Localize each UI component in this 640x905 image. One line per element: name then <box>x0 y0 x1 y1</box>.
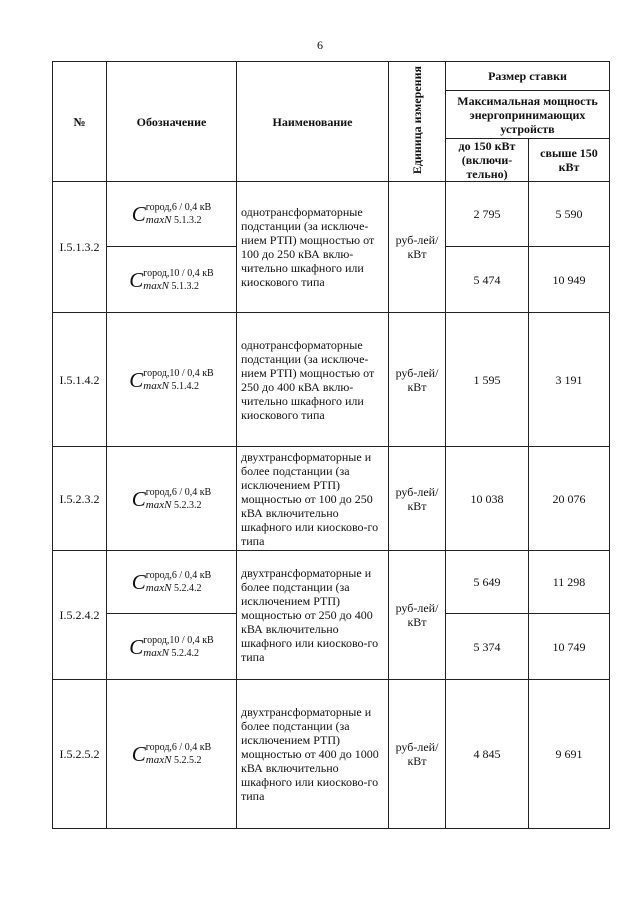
value-over-150: 5 590 <box>529 182 610 247</box>
name-cell: двухтрансформаторные и более подстанции (за исключением РТП) мощностью от 250 до 400 кВА включительно шкафного или киосково-го типа <box>237 551 389 680</box>
designation-cell <box>107 447 237 551</box>
value-upto-150: 5 374 <box>446 614 529 680</box>
row-number: I.5.2.5.2 <box>53 680 107 829</box>
header-unit-text: Единица измерения <box>410 65 424 175</box>
value-over-150: 20 076 <box>529 447 610 551</box>
unit-cell: руб-лей/кВт <box>389 182 446 313</box>
table-row <box>53 447 610 551</box>
header-over-150: свыше 150 кВт <box>529 139 610 182</box>
header-number: № <box>53 62 107 182</box>
row-number: I.5.1.4.2 <box>53 313 107 447</box>
symbol: C город,6 / 0,4 кВ maxN 5.2.5.2 <box>131 742 212 766</box>
table-row <box>53 313 610 447</box>
row-number: I.5.2.3.2 <box>53 447 107 551</box>
value-over-150: 9 691 <box>529 680 610 829</box>
row-number: I.5.1.3.2 <box>53 182 107 313</box>
unit-cell: руб-лей/кВт <box>389 447 446 551</box>
symbol: C город,10 / 0,4 кВ maxN 5.1.3.2 <box>129 267 214 292</box>
name-cell: двухтрансформаторные и более подстанции (за исключением РТП) мощностью от 100 до 250 кВА включительно шкафного или киосково-го типа <box>237 447 389 551</box>
table-row <box>53 680 610 829</box>
symbol: C город,6 / 0,4 кВ maxN 5.1.3.2 <box>131 202 212 226</box>
designation-cell <box>107 247 237 313</box>
table-row <box>53 182 610 247</box>
table-body <box>53 182 610 829</box>
header-upto-150: до 150 кВт (включи-тельно) <box>446 139 529 182</box>
row-number: I.5.2.4.2 <box>53 551 107 680</box>
table-row <box>53 551 610 614</box>
symbol: C город,10 / 0,4 кВ maxN 5.2.4.2 <box>129 634 214 659</box>
tariff-table <box>52 61 610 829</box>
table-header <box>53 62 610 182</box>
name-cell: однотрансформаторные подстанции (за исключе-нием РТП) мощностью от 100 до 250 кВА вклю-чительно шкафного или киоскового типа <box>237 182 389 313</box>
unit-cell: руб-лей/кВт <box>389 551 446 680</box>
value-upto-150: 1 595 <box>446 313 529 447</box>
unit-cell: руб-лей/кВт <box>389 680 446 829</box>
symbol: C город,10 / 0,4 кВ maxN 5.1.4.2 <box>129 367 214 392</box>
unit-cell: руб-лей/кВт <box>389 313 446 447</box>
header-max-power: Максимальная мощность энергопринимающих устройств <box>446 91 610 139</box>
header-rate-size: Размер ставки <box>446 62 610 91</box>
designation-cell <box>107 614 237 680</box>
value-upto-150: 10 038 <box>446 447 529 551</box>
designation-cell <box>107 680 237 829</box>
name-cell: однотрансформаторные подстанции (за исключе-нием РТП) мощностью от 250 до 400 кВА вклю-чительно шкафного или киоскового типа <box>237 313 389 447</box>
designation-cell <box>107 182 237 247</box>
value-over-150: 10 749 <box>529 614 610 680</box>
value-over-150: 11 298 <box>529 551 610 614</box>
page-number: 6 <box>317 38 323 52</box>
designation-cell <box>107 313 237 447</box>
value-upto-150: 5 649 <box>446 551 529 614</box>
symbol: C город,6 / 0,4 кВ maxN 5.2.3.2 <box>131 486 212 511</box>
header-unit <box>389 62 446 182</box>
designation-cell <box>107 551 237 614</box>
value-upto-150: 4 845 <box>446 680 529 829</box>
value-over-150: 10 949 <box>529 247 610 313</box>
value-upto-150: 2 795 <box>446 182 529 247</box>
header-name: Наименование <box>237 62 389 182</box>
symbol: C город,6 / 0,4 кВ maxN 5.2.4.2 <box>131 570 212 594</box>
value-upto-150: 5 474 <box>446 247 529 313</box>
header-designation: Обозначение <box>107 62 237 182</box>
value-over-150: 3 191 <box>529 313 610 447</box>
name-cell: двухтрансформаторные и более подстанции (за исключением РТП) мощностью от 400 до 1000 кВА включительно шкафного или киосково-го типа <box>237 680 389 829</box>
